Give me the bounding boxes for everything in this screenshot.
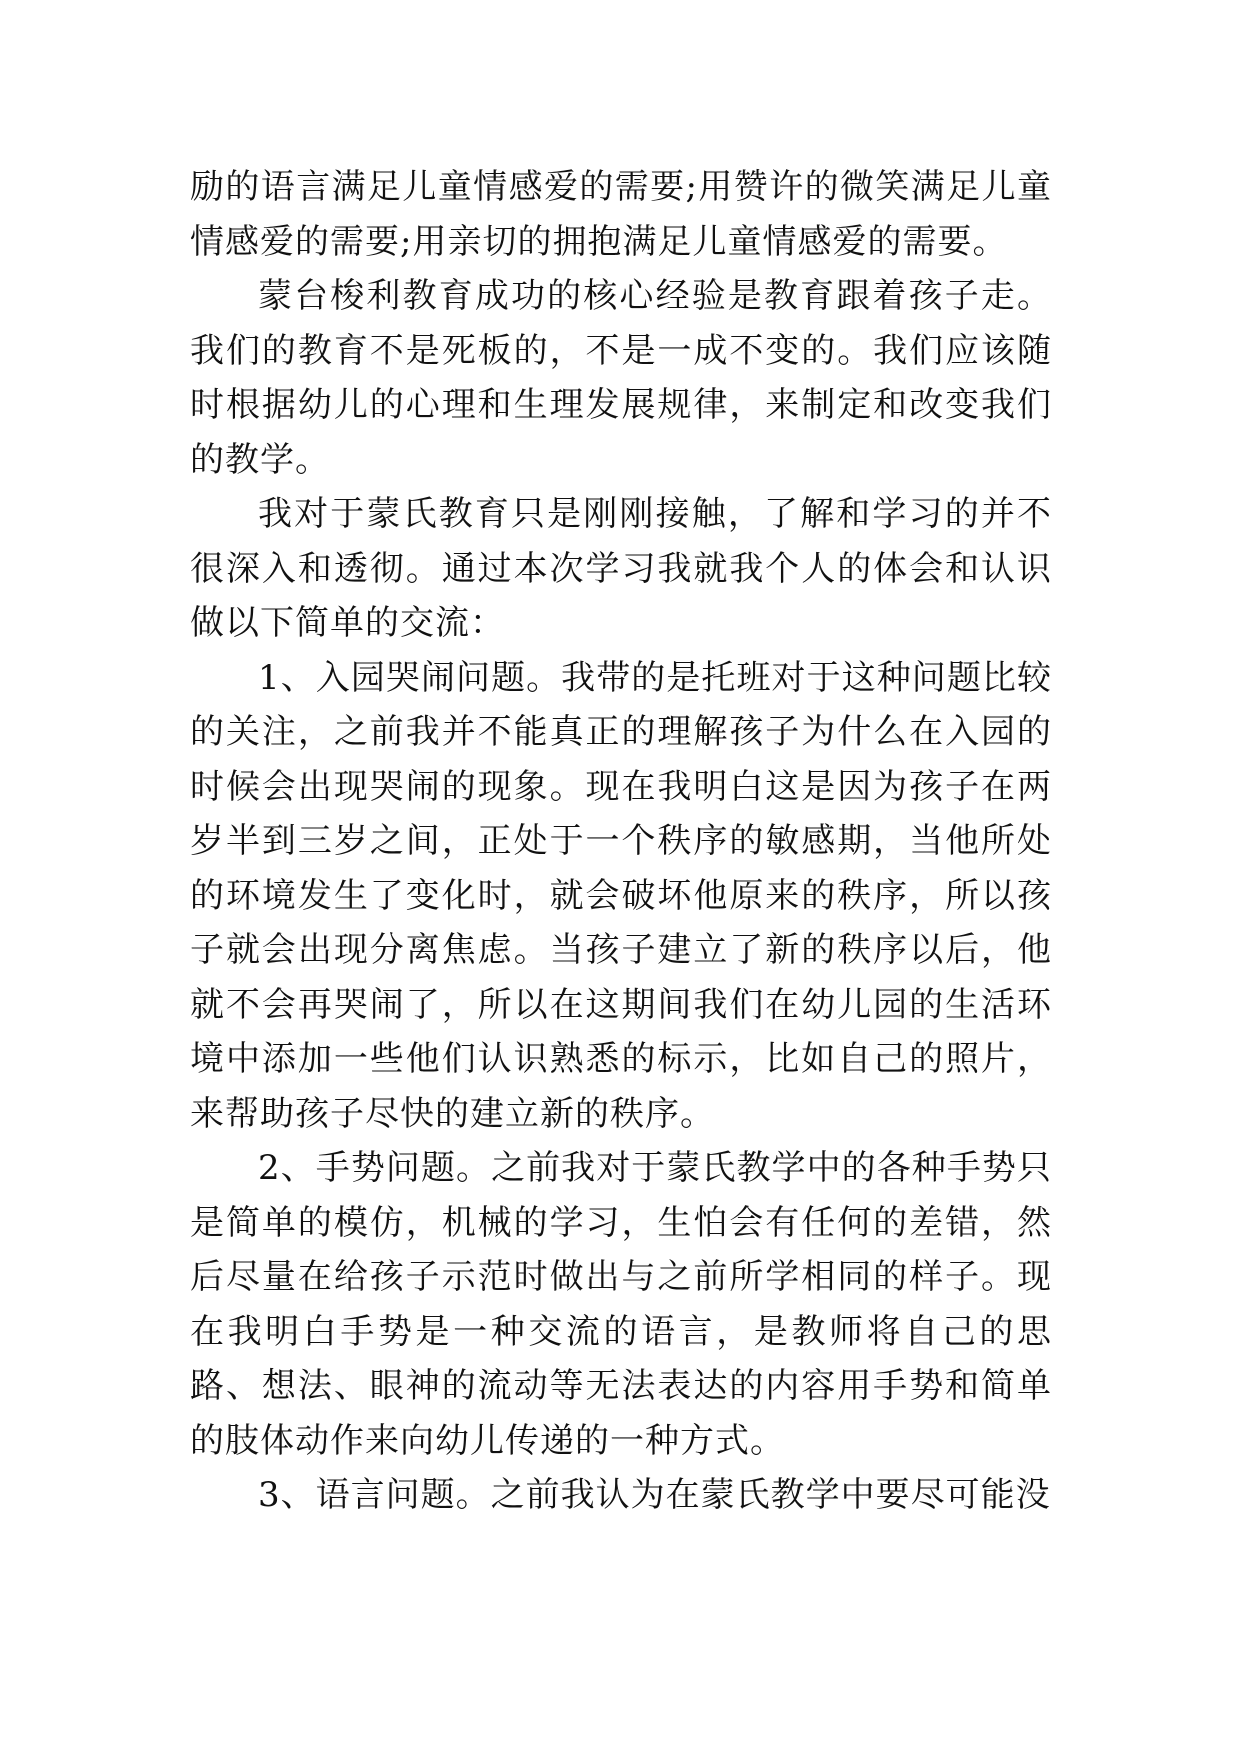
- document-body: [190, 160, 1052, 1523]
- paragraph-item-1-crying: 1、入园哭闹问题。我带的是托班对于这种问题比较的关注，之前我并不能真正的理解孩子为什么在入园的时候会出现哭闹的现象。现在我明白这是因为孩子在两岁半到三岁之间，正处于一个秩序的敏感期，当他所处的环境发生了变化时，就会破坏他原来的秩序，所以孩子就会出现分离焦虑。当孩子建立了新的秩序以后，他就不会再哭闹了，所以在这期间我们在幼儿园的生活环境中添加一些他们认识熟悉的标示，比如自己的照片，来帮助孩子尽快的建立新的秩序。: [190, 657, 1052, 1134]
- paragraph-core-experience: 蒙台梭利教育成功的核心经验是教育跟着孩子走。我们的教育不是死板的，不是一成不变的。我们应该随时根据幼儿的心理和生理发展规律，来制定和改变我们的教学。: [190, 276, 1052, 480]
- paragraph-item-2-gestures: 2、手势问题。之前我对于蒙氏教学中的各种手势只是简单的模仿，机械的学习，生怕会有任何的差错，然后尽量在给孩子示范时做出与之前所学相同的样子。现在我明白手势是一种交流的语言，是教师将自己的思路、想法、眼神的流动等无法表达的内容用手势和简单的肢体动作来向幼儿传递的一种方式。: [190, 1148, 1052, 1461]
- paragraph-item-3-language: 3、语言问题。之前我认为在蒙氏教学中要尽可能没: [258, 1475, 1051, 1515]
- paragraph-introduction: 我对于蒙氏教育只是刚刚接触，了解和学习的并不很深入和透彻。通过本次学习我就我个人的体会和认识做以下简单的交流：: [190, 494, 1052, 643]
- paragraph-continuation: 励的语言满足儿童情感爱的需要;用赞许的微笑满足儿童情感爱的需要;用亲切的拥抱满足儿童情感爱的需要。: [190, 167, 1052, 262]
